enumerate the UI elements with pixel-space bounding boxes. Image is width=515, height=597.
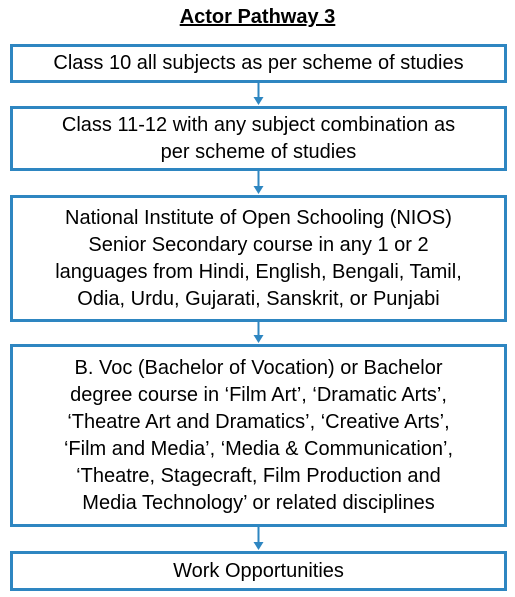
arrow-connector: [250, 171, 267, 195]
step-line: languages from Hindi, English, Bengali, Tamil,: [55, 260, 462, 283]
arrow-connector: [250, 527, 267, 551]
step-line: per scheme of studies: [160, 140, 357, 163]
step-line: ‘Theatre Art and Dramatics’, ‘Creative Arts’,: [67, 410, 450, 433]
step-line: Work Opportunities: [173, 559, 344, 582]
step-nios: [10, 195, 507, 322]
arrow-connector: [250, 322, 267, 344]
step-text: [64, 355, 453, 517]
arrow-head: [254, 186, 264, 194]
step-text: [55, 205, 462, 313]
step-text: [53, 50, 463, 77]
step-line: Class 10 all subjects as per scheme of studies: [53, 52, 464, 74]
step-class-10: [10, 44, 507, 83]
step-work-opportunities: [10, 551, 507, 591]
step-line: Senior Secondary course in any 1 or 2: [88, 233, 429, 256]
step-line: ‘Theatre, Stagecraft, Film Production and: [76, 464, 441, 487]
step-line: National Institute of Open Schooling (NIOS): [65, 206, 452, 229]
step-line: degree course in ‘Film Art’, ‘Dramatic Arts’,: [70, 383, 447, 406]
step-class-11-12: [10, 106, 507, 171]
step-text: [173, 558, 344, 585]
arrow-head: [254, 97, 264, 105]
step-line: Class 11-12 with any subject combination as: [61, 113, 456, 136]
arrow-connector: [250, 83, 267, 106]
arrow-head: [254, 335, 264, 343]
step-line: Odia, Urdu, Gujarati, Sanskrit, or Punjabi: [77, 287, 440, 310]
arrow-head: [254, 542, 264, 550]
diagram-title: Actor Pathway 3: [179, 6, 336, 28]
step-line: Media Technology’ or related disciplines: [82, 491, 435, 514]
step-line: ‘Film and Media’, ‘Media & Communication’,: [63, 437, 454, 460]
step-line: B. Voc (Bachelor of Vocation) or Bachelor: [74, 356, 443, 379]
step-bachelor-degree: [10, 344, 507, 527]
step-text: [62, 112, 455, 166]
